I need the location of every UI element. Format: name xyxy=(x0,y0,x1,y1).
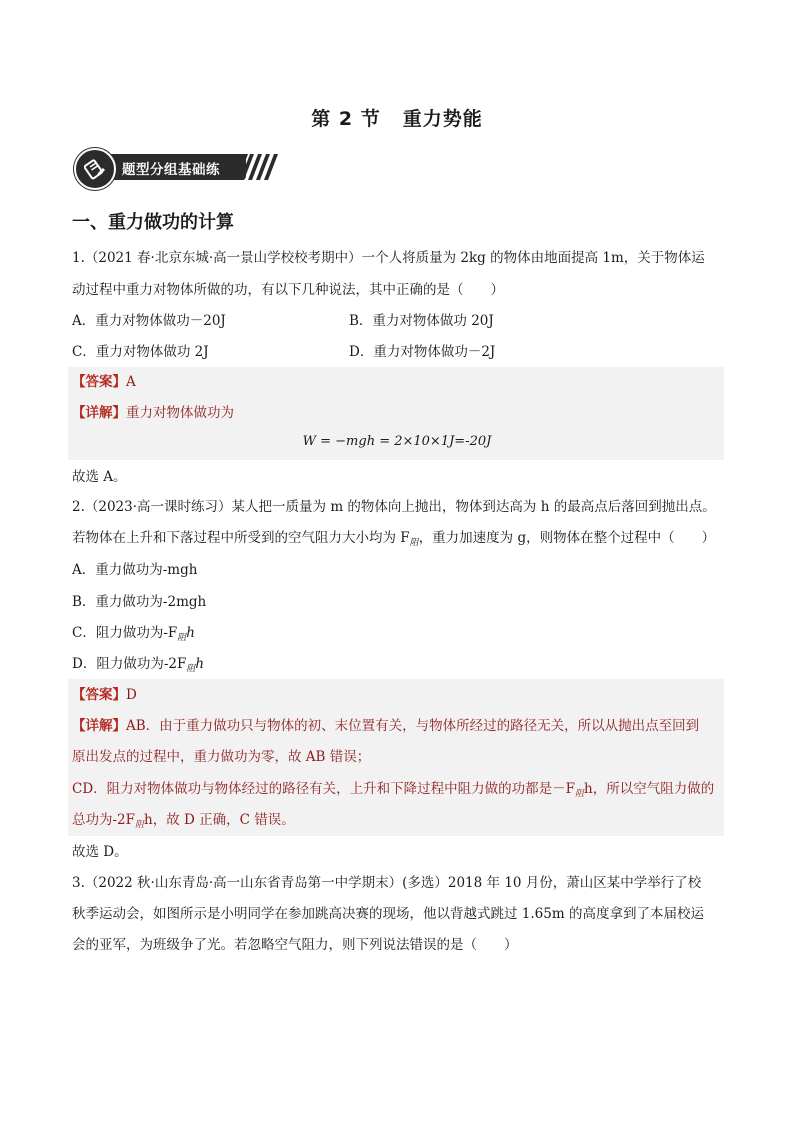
banner-label: 题型分组基础练 xyxy=(122,162,220,178)
page-title xyxy=(0,104,794,131)
q2-detail4-sub: 阻 xyxy=(135,820,145,830)
pencil-book-icon xyxy=(74,148,116,190)
q1-detail xyxy=(72,403,234,423)
q1-stem-line-2: 动过程中重力对物体所做的功，有以下几种说法，其中正确的是（ ） xyxy=(72,282,504,298)
q2-detail-line-4 xyxy=(72,810,295,835)
q3-stem-line-2: 秋季运动会，如图所示是小明同学在参加跳高决赛的现场，他以背越式跳过 1.65m 的高度拿到了本届校运 xyxy=(72,906,704,922)
q1-answer xyxy=(72,372,136,392)
q1-answer-value: A xyxy=(126,374,136,390)
q2-option-c-sub: 阻 xyxy=(177,633,187,643)
q2-option-d-pre: D．阻力做功为-2F xyxy=(72,656,187,672)
banner-stripes xyxy=(240,154,284,180)
q2-answer xyxy=(72,685,137,705)
q2-option-c-post: h xyxy=(186,625,195,641)
q2-option-d-post: h xyxy=(195,656,205,672)
q2-detail3-sub: 阻 xyxy=(575,789,585,799)
q2-line2-sub: 阻 xyxy=(409,538,419,548)
q2-conclusion: 故选 D。 xyxy=(72,844,128,860)
section-heading: 一、重力做功的计算 xyxy=(72,212,234,233)
q2-detail-line-2: 原出发点的过程中，重力做功为零，故 AB 错误； xyxy=(72,749,371,765)
q1-detail-tag: 【详解】 xyxy=(72,405,126,421)
q1-conclusion: 故选 A。 xyxy=(72,469,127,485)
q2-option-a: A．重力做功为-mgh xyxy=(72,562,198,578)
q2-detail4-post: h，故 D 正确，C 错误。 xyxy=(144,812,295,828)
q3-stem-line-1: 3.（2022 秋·山东青岛·高一山东省青岛第一中学期末）(多选）2018 年 10 月份，萧山区某中学举行了校 xyxy=(72,875,702,891)
q2-stem-line-2 xyxy=(72,528,715,553)
q3-stem-line-3: 会的亚军，为班级争了光。若忽略空气阻力，则下列说法错误的是（ ） xyxy=(72,937,518,953)
q2-option-c xyxy=(72,623,195,648)
q1-option-c: C．重力对物体做功 2J xyxy=(72,344,209,360)
section-banner xyxy=(72,147,284,187)
title-section-number: 第 2 节 xyxy=(311,108,381,130)
q1-answer-tag: 【答案】 xyxy=(72,374,126,390)
q2-option-b: B．重力做功为-2mgh xyxy=(72,594,207,610)
q2-line2-pre: 若物体在上升和下落过程中所受到的空气阻力大小均为 F xyxy=(72,530,410,546)
q2-detail-line-3 xyxy=(72,779,714,804)
q1-option-b: B．重力对物体做功 20J xyxy=(349,313,494,329)
q1-option-a: A．重力对物体做功－20J xyxy=(72,313,226,329)
q1-stem-line-1: 1.（2021 春·北京东城·高一景山学校校考期中）一个人将质量为 2kg 的物体由地面提高 1m，关于物体运 xyxy=(72,250,705,266)
q2-option-d xyxy=(72,654,204,679)
q1-formula: W = −mgh = 2×10×1J=-20J xyxy=(302,434,492,449)
q2-answer-value: D xyxy=(126,687,137,703)
q1-detail-text: 重力对物体做功为 xyxy=(126,405,234,421)
q2-answer-tag: 【答案】 xyxy=(72,687,126,703)
q2-option-d-sub: 阻 xyxy=(186,664,196,674)
q2-detail-tag: 【详解】 xyxy=(72,718,126,734)
title-name: 重力势能 xyxy=(402,108,483,130)
q2-detail-line-1 xyxy=(72,716,699,736)
q1-option-d: D．重力对物体做功－2J xyxy=(349,344,496,360)
q2-detail3-pre: CD．阻力对物体做功与物体经过的路径有关，上升和下降过程中阻力做的功都是－F xyxy=(72,781,576,797)
q2-option-c-pre: C．阻力做功为-F xyxy=(72,625,178,641)
q2-detail3-post: h，所以空气阻力做的 xyxy=(584,781,715,797)
q2-stem-line-1: 2.（2023·高一课时练习）某人把一质量为 m 的物体向上抛出，物体到达高为 h 的最高点后落回到抛出点。 xyxy=(72,499,716,515)
q2-line2-post: ，重力加速度为 g，则物体在整个过程中（ ） xyxy=(418,530,716,546)
q2-detail4-pre: 总功为-2F xyxy=(72,812,136,828)
q2-detail-text-1: AB．由于重力做功只与物体的初、末位置有关，与物体所经过的路径无关，所以从抛出点至回到 xyxy=(126,718,700,734)
